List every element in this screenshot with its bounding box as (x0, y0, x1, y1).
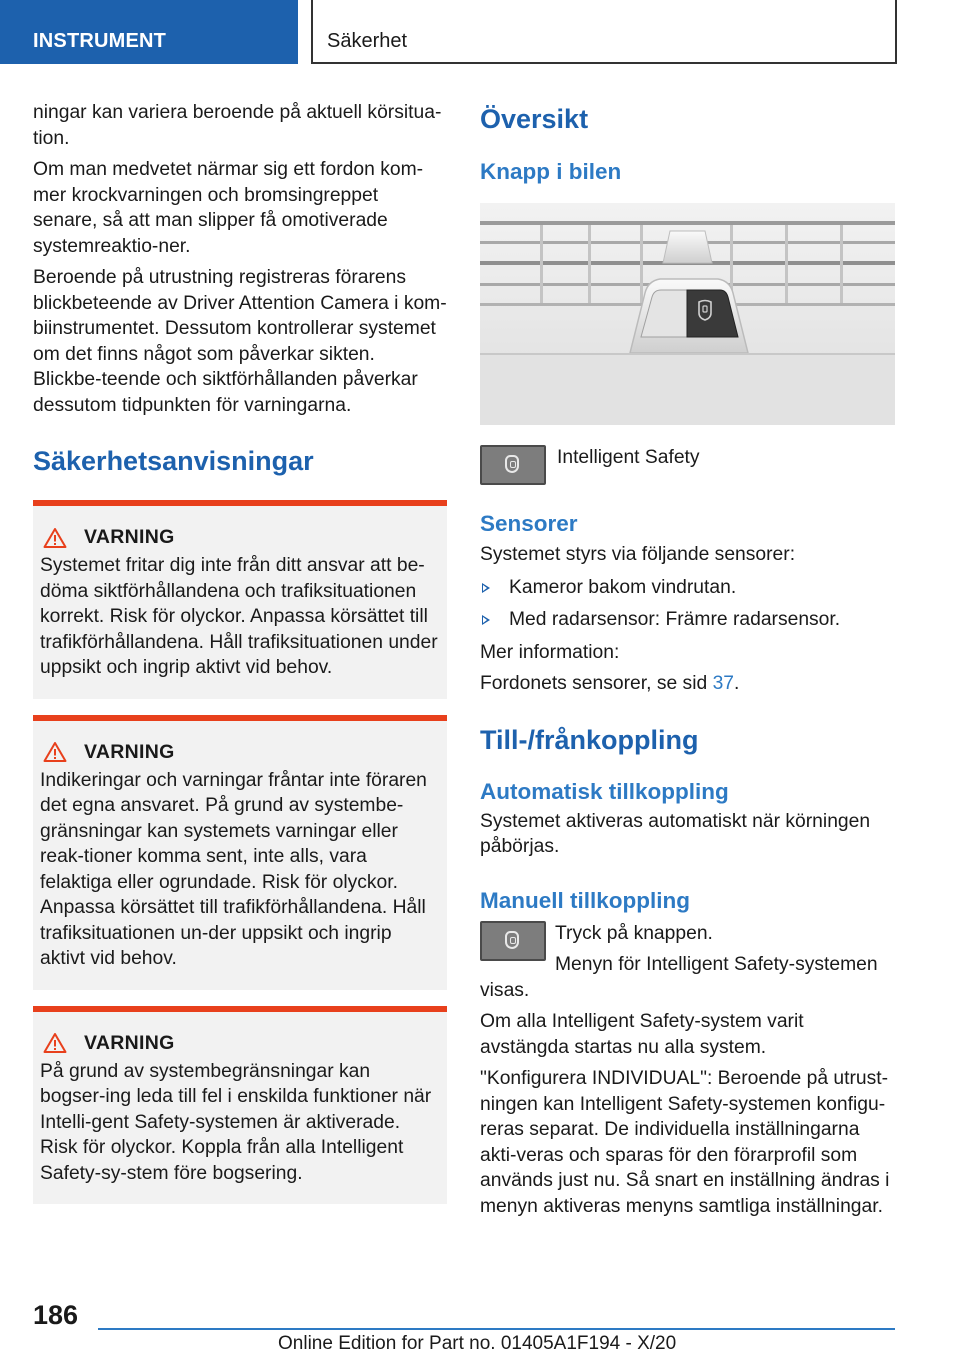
section-heading-onoff: Till-/frånkoppling (480, 724, 699, 755)
warning-triangle-icon (43, 741, 67, 763)
paragraph: Om man medvetet närmar sig ett fordon kom-mer krockvarningen och bromsingreppet senare, så att man slipper få omotiverade systemreaktio-ner. (33, 159, 424, 257)
warning-text: På grund av systembegränsningar kan bogser-ing leda till fel i enskilda funktioner när Intelli-gent Safety-systemen är aktiverade. Risk för olyckor. Koppla från alla Intelligent Safety-sy-stem före bogsering. (40, 1060, 432, 1184)
paragraph: ningar kan variera beroende på aktuell körsitua-tion. (33, 102, 442, 149)
header-section-tab (0, 0, 298, 64)
intelligent-safety-button-icon (480, 921, 546, 961)
list-item (480, 575, 895, 601)
warning-text: Systemet fritar dig inte från ditt ansvar att be-döma siktförhållandena och trafiksituationen korrekt. Risk för olyckor. Anpassa körsättet till trafikförhållandena. Håll trafiksituationen under uppsikt och ingrip aktivt vid behov. (40, 555, 438, 678)
warning-triangle-icon (43, 527, 67, 549)
subheading-manual: Manuell tillkoppling (480, 887, 690, 913)
warning-box (33, 500, 447, 699)
warning-box (33, 715, 447, 990)
cross-reference (480, 671, 895, 697)
subheading-auto: Automatisk tillkoppling (480, 778, 729, 804)
paragraph: Mer information: (480, 641, 620, 663)
paragraph: Om alla Intelligent Safety-system varit avstängda startas nu alla system. (480, 1011, 804, 1058)
warning-text: Indikeringar och varningar fråntar inte föraren det egna ansvaret. På grund av systembe-gränsningar kan systemets varningar eller reak-tioner komma sent, inte alls, vara felaktiga eller ogrundade. Risk för olyckor. Anpassa körsättet till trafikförhållandena. Håll trafiksituationen un-der uppsikt och ingrip aktivt vid behov. (40, 769, 427, 969)
list-item-text: Kameror bakom vindrutan. (509, 576, 737, 598)
sensor-list (480, 575, 895, 633)
intelligent-safety-button-icon (480, 445, 546, 485)
subheading-sensors: Sensorer (480, 511, 578, 536)
page-number: 186 (33, 1300, 79, 1330)
arrow-bullet-icon (482, 615, 490, 625)
right-column (480, 100, 895, 1225)
dashboard-button-illustration (480, 203, 895, 425)
arrow-bullet-icon (482, 583, 490, 593)
header-chapter-label: Säkerhet (327, 30, 408, 52)
header-section-label: INSTRUMENT (33, 30, 167, 52)
warning-triangle-icon (43, 1032, 67, 1054)
warning-title: VARNING (84, 740, 175, 763)
section-heading: Säkerhetsanvisningar (33, 446, 314, 476)
paragraph: Systemet styrs via följande sensorer: (480, 544, 796, 565)
manual-step: Tryck på knappen. (555, 922, 713, 944)
footer-divider (98, 1328, 895, 1330)
warning-title: VARNING (84, 526, 175, 548)
paragraph: "Konfigurera INDIVIDUAL": Beroende på utrust-ningen kan Intelligent Safety-systemen konfigu-reras separat. De individuella inställningarna akti-veras och sparas för den förarprofil som används just nu. Så snart en inställning ändras i menyn aktiveras menyns samtliga inställningar. (480, 1068, 890, 1217)
left-column (33, 100, 447, 1204)
icon-caption: Intelligent Safety (557, 447, 700, 468)
list-item-text: Med radarsensor: Främre radarsensor. (509, 609, 841, 630)
header-chapter-box (311, 0, 897, 64)
ref-end: . (734, 673, 740, 694)
paragraph: Systemet aktiveras automatiskt när körningen påbörjas. (480, 810, 871, 857)
warning-title: VARNING (84, 1031, 175, 1054)
paragraph: Beroende på utrustning registreras förarens blickbeteende av Driver Attention Camera i kom-biinstrumentet. Dessutom kontrollerar systemet om det finns något som påverkar sikten. Blickbe-teende och siktförhållanden påverkar dessutom tidpunkten för varningarna. (33, 267, 447, 416)
ref-text: Fordonets sensorer, se sid (480, 673, 713, 694)
car-button-photo (480, 203, 895, 425)
section-heading-overview: Översikt (480, 104, 589, 134)
warning-box (33, 1006, 447, 1205)
manual-step: Menyn för Intelligent Safety-systemen visas. (480, 954, 878, 1001)
footer-edition: Online Edition for Part no. 01405A1F194 - X/20 (278, 1333, 677, 1354)
subheading-button: Knapp i bilen (480, 159, 622, 184)
list-item (480, 607, 895, 633)
page-reference-link[interactable]: 37 (712, 673, 735, 694)
